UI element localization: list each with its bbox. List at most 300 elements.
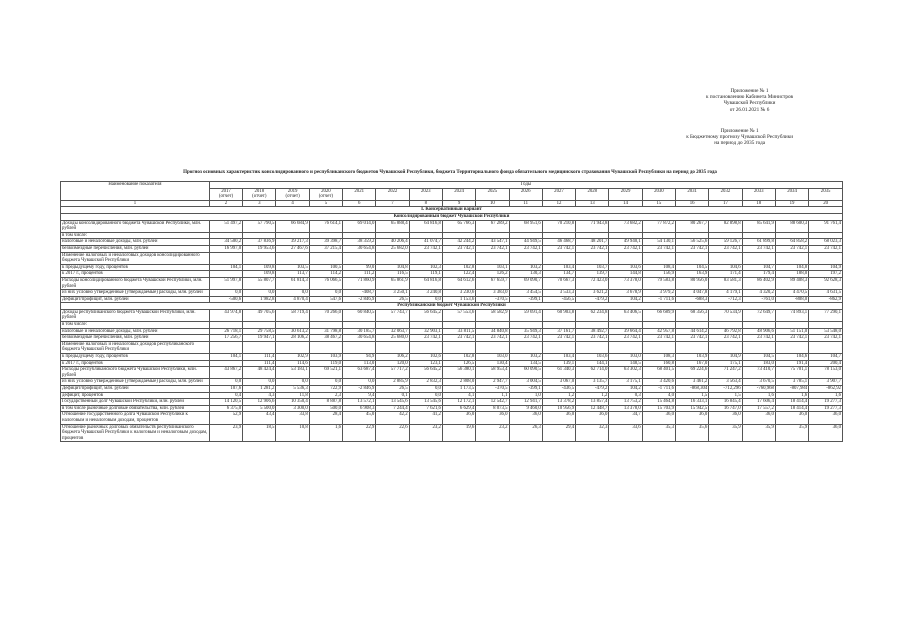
cell-value: 41 074,7 [409, 239, 442, 246]
cell-value: 108,4 [642, 264, 675, 271]
cell-value: 23 742,1 [509, 245, 542, 252]
year-label: 2022 [387, 188, 398, 194]
cell-value: 45,0 [343, 412, 376, 424]
cell-value [476, 232, 509, 239]
year-header [676, 188, 709, 200]
cell-value: 10,8 [276, 424, 309, 442]
cell-value: 16 747,0 [709, 405, 742, 412]
cell-value: 100,5 [309, 264, 342, 271]
cell-value: 1,2 [542, 392, 575, 399]
cell-value: 57 553,6 [442, 309, 475, 321]
cell-value: 1,6 [309, 424, 342, 442]
cell-value: 3 979,2 [642, 290, 675, 297]
cell-value: 68 356,3 [676, 309, 709, 321]
cell-value: 23 742,1 [609, 335, 642, 342]
cell-value: 62 234,8 [576, 309, 609, 321]
cell-value: 29 758,5 [243, 328, 276, 335]
cell-value: 0,1 [376, 392, 409, 399]
cell-value: -712,296 [709, 386, 742, 393]
cell-value [676, 341, 709, 353]
cell-value: 19 277,3 [809, 405, 843, 412]
cell-value: 23 742,1 [442, 245, 475, 252]
cell-value: 3 383,0 [476, 290, 509, 297]
cell-value: 3 067,0 [542, 379, 575, 386]
cell-value: 1,0 [509, 392, 542, 399]
cell-value: 39 398,7 [309, 239, 342, 246]
row-label: в том числе: [61, 322, 210, 329]
cell-value: 39 217,3 [276, 239, 309, 246]
cell-value: 70 534,9 [709, 309, 742, 321]
cell-value: 108,3 [642, 354, 675, 361]
cell-value [276, 232, 309, 239]
cell-value: 23 742,1 [476, 245, 509, 252]
cell-value: 56 645,2 [409, 309, 442, 321]
cell-value: 77 872,2 [642, 220, 675, 232]
row-label: налоговые и неналоговые доходы, млн. рублей [61, 328, 210, 335]
cell-value: 1,6 [742, 392, 775, 399]
table-row [61, 360, 843, 367]
row-label: к 2017 г., процентов [61, 271, 210, 278]
cell-value [742, 252, 775, 264]
cell-value: 36,0 [676, 412, 709, 424]
cell-value: 82 898,8 [709, 220, 742, 232]
table-row [61, 264, 843, 271]
year-header [476, 188, 509, 200]
cell-value [576, 232, 609, 239]
cell-value [442, 252, 475, 264]
cell-value: 65 861,9 [376, 277, 409, 289]
cell-value: 33,6 [609, 424, 642, 442]
cell-value: 59 126,7 [709, 239, 742, 246]
cell-value: 31 798,8 [309, 328, 342, 335]
forecast-table [60, 181, 843, 442]
year-header [276, 188, 309, 200]
cell-value: 68 401,5 [642, 367, 675, 379]
cell-value [609, 322, 642, 329]
cell-value: 23 742,1 [442, 335, 475, 342]
cell-value: 113,0 [343, 360, 376, 367]
cell-value: 30 654,8 [343, 245, 376, 252]
cell-value: 57 790,5 [243, 220, 276, 232]
cell-value [243, 341, 276, 353]
cell-value: 0,0 [209, 379, 242, 386]
cell-value: -456,5 [542, 296, 575, 303]
cell-value: 6 908,3 [343, 405, 376, 412]
header-line: Приложение № 1 [730, 88, 769, 94]
row-label: Государственный долг Чувашской Республики, млн. рублей [61, 399, 210, 406]
cell-value [609, 252, 642, 264]
cell-value: 71 247,2 [709, 367, 742, 379]
cell-value [576, 252, 609, 264]
cell-value: 35 949,3 [509, 328, 542, 335]
table-row [61, 367, 843, 379]
cell-value: 26,3 [509, 424, 542, 442]
cell-value: -399,1 [509, 386, 542, 393]
column-number: 17 [709, 200, 742, 207]
cell-value [276, 341, 309, 353]
cell-value: 103,2 [509, 264, 542, 271]
cell-value: 32 063,7 [376, 328, 409, 335]
cell-value [642, 341, 675, 353]
cell-value: 4,0 [642, 392, 675, 399]
table-row [61, 386, 843, 393]
cell-value: 53 183,1 [276, 367, 309, 379]
cell-value: 12 448,7 [576, 405, 609, 412]
cell-value [809, 252, 843, 264]
document-title: Прогноз основных характеристик консолидированного и республиканского бюджетов Чувашской Республики, бюджета Территориального фонда обязательного медицинского страхования Чувашской Республики на период до 2035 года [183, 170, 717, 175]
year-header [442, 188, 475, 200]
cell-value: 44 614,2 [676, 328, 709, 335]
cell-value: 57 743,7 [376, 309, 409, 321]
year-header [609, 188, 642, 200]
cell-value: 36,0 [442, 412, 475, 424]
cell-value [442, 232, 475, 239]
cell-value: 2 832,3 [409, 379, 442, 386]
cell-value: 139,7 [576, 271, 609, 278]
cell-value: 94,9 [343, 354, 376, 361]
cell-value: 56 645,2 [409, 367, 442, 379]
table-row [61, 277, 843, 289]
cell-value: 2 885,9 [376, 379, 409, 386]
cell-value: 10 350,4 [276, 399, 309, 406]
cell-value: 114,2 [309, 271, 342, 278]
row-label: к предыдущему году, процентов [61, 264, 210, 271]
cell-value: 48 201,7 [576, 239, 609, 246]
cell-value [742, 322, 775, 329]
cell-value: 46 468,7 [542, 239, 575, 246]
cell-value: 91 761,4 [809, 220, 843, 232]
cell-value: 23,2 [476, 424, 509, 442]
cell-value: 104,9 [709, 354, 742, 361]
cell-value: 103,7 [576, 264, 609, 271]
cell-value [376, 341, 409, 353]
cell-value: 11,8 [276, 392, 309, 399]
cell-value: 23 742,1 [809, 335, 843, 342]
table-row [61, 322, 843, 329]
cell-value: 34 840,8 [476, 328, 509, 335]
cell-value [775, 252, 808, 264]
column-header-name: Наименование показателя [61, 182, 210, 201]
cell-value: 68 023,3 [809, 239, 843, 246]
cell-value: 103,6 [609, 264, 642, 271]
cell-value: -370,5 [476, 296, 509, 303]
cell-value: 8 887,8 [309, 399, 342, 406]
cell-value: 37 836,9 [243, 239, 276, 246]
cell-value [476, 252, 509, 264]
cell-value: 0,0 [243, 379, 276, 386]
table-row [61, 239, 843, 246]
cell-value [509, 322, 542, 329]
cell-value: 167,0 [676, 360, 709, 367]
cell-value: 85 641,9 [742, 220, 775, 232]
cell-value: 60 840,5 [343, 309, 376, 321]
cell-value [542, 252, 575, 264]
year-header [709, 188, 742, 200]
row-label: Доходы консолидированного бюджета Чувашской Республики, млн. рублей [61, 220, 210, 232]
cell-value: -808,0 [775, 296, 808, 303]
cell-value: 104,6 [709, 264, 742, 271]
cell-value: 15 464,8 [642, 399, 675, 406]
cell-value: 104,8 [775, 264, 808, 271]
cell-value: 79 583,8 [642, 277, 675, 289]
cell-value: 126,5 [442, 360, 475, 367]
column-number: 5 [309, 200, 342, 207]
cell-value [309, 232, 342, 239]
cell-value: 102,3 [409, 264, 442, 271]
cell-value: 23,2 [409, 424, 442, 442]
cell-value [709, 232, 742, 239]
cell-value: 33 811,5 [442, 328, 475, 335]
cell-value [642, 252, 675, 264]
cell-value: 139,1 [542, 360, 575, 367]
column-number: 13 [576, 200, 609, 207]
cell-value: 107,6 [209, 386, 242, 393]
cell-value: 4,3 [243, 392, 276, 399]
cell-value: 104,5 [742, 354, 775, 361]
cell-value: 43 974,8 [209, 309, 242, 321]
cell-value: 17 256,7 [209, 335, 242, 342]
column-number: 14 [609, 200, 642, 207]
year-label: 2019 [287, 188, 298, 194]
cell-value [576, 341, 609, 353]
cell-value: 113,7 [276, 271, 309, 278]
cell-value: 30 654,8 [343, 335, 376, 342]
row-label: из них условно утвержденные (утверждаемые) расходы, млн. рублей [61, 290, 210, 297]
cell-value: 722,9 [309, 386, 342, 393]
cell-value [309, 252, 342, 264]
year-header [243, 188, 276, 200]
cell-value: 103,4 [542, 264, 575, 271]
table-row [61, 399, 843, 406]
table-row [61, 245, 843, 252]
year-header [209, 188, 242, 200]
cell-value: 67 289,2 [476, 220, 509, 232]
cell-value: 13 572,1 [343, 399, 376, 406]
cell-value: 39 664,4 [609, 328, 642, 335]
cell-value: 33,8 [276, 412, 309, 424]
row-label: в том числе: [61, 232, 210, 239]
cell-value: 10 956,9 [542, 405, 575, 412]
cell-value: 73 378,0 [609, 277, 642, 289]
cell-value: 4 870,4 [276, 296, 309, 303]
column-number: 16 [676, 200, 709, 207]
cell-value: -868,304 [676, 386, 709, 393]
year-status: (отчет) [252, 194, 267, 200]
cell-value: 0,0 [243, 290, 276, 297]
cell-value: 28,4 [309, 412, 342, 424]
cell-value: 197,2 [809, 271, 843, 278]
cell-value [509, 252, 542, 264]
cell-value: 15 703,9 [642, 405, 675, 412]
cell-value: 89 408,3 [775, 277, 808, 289]
cell-value: -479,2 [576, 386, 609, 393]
cell-value: 23 742,1 [576, 335, 609, 342]
cell-value: 102,9 [276, 354, 309, 361]
cell-value: 35,6 [676, 424, 709, 442]
cell-value: 109,8 [243, 271, 276, 278]
table-row [61, 271, 843, 278]
cell-value: 104,8 [376, 264, 409, 271]
cell-value: 48 424,4 [243, 367, 276, 379]
year-header [343, 188, 376, 200]
cell-value: 57 717,2 [376, 367, 409, 379]
cell-value: 63 687,4 [343, 367, 376, 379]
table-row [61, 296, 843, 303]
cell-value [409, 232, 442, 239]
cell-value: 144,1 [576, 360, 609, 367]
cell-value: 13 545,6 [376, 399, 409, 406]
cell-value: 13 378,2 [542, 399, 575, 406]
cell-value: 40 206,4 [376, 239, 409, 246]
column-number: 11 [509, 200, 542, 207]
cell-value: 23 742,1 [476, 335, 509, 342]
cell-value: 0,0 [409, 296, 442, 303]
cell-value [243, 252, 276, 264]
cell-value: 36,0 [476, 412, 509, 424]
cell-value: 34 500,2 [209, 239, 242, 246]
cell-value: 69 224,6 [676, 367, 709, 379]
cell-value: 144,8 [609, 271, 642, 278]
cell-value: 134,5 [509, 360, 542, 367]
cell-value: 4 047,8 [676, 290, 709, 297]
cell-value: 30 185,7 [343, 328, 376, 335]
cell-value: 104,1 [209, 264, 242, 271]
cell-value: 103,9 [676, 354, 709, 361]
column-number: 19 [775, 200, 808, 207]
cell-value: 13 857,4 [576, 399, 609, 406]
row-label: из них условно утвержденные (утверждаемые) расходы, млн. рублей [61, 379, 210, 386]
cell-value: 4 470,5 [775, 290, 808, 297]
cell-value: 163,9 [676, 271, 709, 278]
cell-value: 6 629,4 [442, 405, 475, 412]
cell-value: 103,1 [476, 264, 509, 271]
cell-value [243, 322, 276, 329]
table-row [61, 412, 843, 424]
cell-value: 6 375,0 [209, 405, 242, 412]
year-label: 2023 [420, 188, 431, 194]
row-label: Изменение налоговых и неналоговых доходов консолидированного бюджета Чувашской Республики [61, 252, 210, 264]
cell-value: 46 792,8 [709, 328, 742, 335]
cell-value: 69 090,7 [509, 277, 542, 289]
cell-value: 63 406,5 [609, 309, 642, 321]
column-number: 4 [276, 200, 309, 207]
year-header [642, 188, 675, 200]
row-label: к предыдущему году, процентов [61, 354, 210, 361]
cell-value: 38 492,7 [576, 328, 609, 335]
cell-value: 7 244,4 [376, 405, 409, 412]
cell-value: 64 816,8 [409, 277, 442, 289]
section-row [61, 207, 843, 214]
cell-value [742, 341, 775, 353]
table-row [61, 379, 843, 386]
cell-value: 49 940,1 [609, 239, 642, 246]
cell-value: 99,0 [343, 264, 376, 271]
cell-value: 171,4 [709, 271, 742, 278]
cell-value: 547,6 [309, 296, 342, 303]
cell-value: 36,0 [542, 412, 575, 424]
cell-value: 3 461,2 [676, 379, 709, 386]
cell-value: 35,9 [775, 424, 808, 442]
cell-value: 148,5 [609, 360, 642, 367]
cell-value: 55 807,7 [243, 277, 276, 289]
cell-value: 12 542,7 [476, 399, 509, 406]
cell-value: 35,3 [642, 424, 675, 442]
year-status: (отчет) [318, 194, 334, 200]
cell-value: 23 742,1 [709, 245, 742, 252]
cell-value: 500,0 [309, 405, 342, 412]
cell-value: 104,5 [676, 264, 709, 271]
cell-value: 64 858,2 [775, 239, 808, 246]
row-label: к 2017 г., процентов [61, 360, 210, 367]
cell-value [775, 232, 808, 239]
cell-value: 26,5 [376, 386, 409, 393]
column-number: 8 [409, 200, 442, 207]
cell-value: 104,2 [609, 296, 642, 303]
row-label: Расходы консолидированного бюджета Чувашской Республики, млн. рублей [61, 277, 210, 289]
cell-value [343, 341, 376, 353]
cell-value: 64 816,8 [409, 220, 442, 232]
cell-value: 103,4 [542, 354, 575, 361]
row-label: Отношение рыночных долговых обязательств республиканского бюджета Чувашской Республики к налоговым и неналоговым доходам, процентов [61, 424, 210, 442]
cell-value: 188,0 [775, 271, 808, 278]
cell-value [376, 232, 409, 239]
cell-value: 23 742,1 [642, 245, 675, 252]
cell-value: 58 582,9 [476, 309, 509, 321]
table-row [61, 290, 843, 297]
cell-value: 61 899,8 [742, 239, 775, 246]
cell-value: 86 402,9 [742, 277, 775, 289]
cell-value: 9 460,0 [509, 405, 542, 412]
column-number: 1 [61, 200, 210, 207]
cell-value: 67 659,7 [476, 277, 509, 289]
cell-value: 3 420,6 [642, 379, 675, 386]
cell-value: 22,6 [376, 424, 409, 442]
cell-value [209, 360, 242, 367]
cell-value [809, 322, 843, 329]
header-line: к Бюджетному прогнозу Чувашской Республики [686, 134, 793, 141]
cell-value [809, 341, 843, 353]
cell-value [442, 322, 475, 329]
header-line: на период до 2035 года [714, 140, 766, 147]
cell-value: 123,1 [409, 360, 442, 367]
year-label: 2017 [221, 188, 231, 194]
cell-value: 56 380,1 [442, 367, 475, 379]
cell-value: 80 956,0 [676, 277, 709, 289]
cell-value: 88 600,3 [775, 220, 808, 232]
cell-value [343, 232, 376, 239]
cell-value: 18 414,4 [775, 405, 808, 412]
cell-value: 69 521,1 [309, 367, 342, 379]
cell-value: 72 423,0 [576, 277, 609, 289]
cell-value: 160,8 [642, 360, 675, 367]
cell-value: 16 845,4 [709, 399, 742, 406]
cell-value: 103,5 [276, 264, 309, 271]
year-label: 2024 [454, 188, 464, 194]
row-label: Отношение государственного долга Чувашской Республики к налоговым и неналоговым доходам, процентов [61, 412, 210, 424]
year-header [509, 188, 542, 200]
cell-value: 42,2 [376, 412, 409, 424]
cell-value: 19,6 [442, 424, 475, 442]
cell-value: 53 548,0 [809, 328, 843, 335]
cell-value: 78 153,0 [809, 367, 843, 379]
cell-value: -1 711,6 [642, 296, 675, 303]
cell-value [609, 232, 642, 239]
year-header [809, 188, 843, 200]
cell-value: 23 742,1 [809, 245, 843, 252]
cell-value: 4,1 [442, 392, 475, 399]
cell-value: 103,0 [609, 354, 642, 361]
year-header [576, 188, 609, 200]
